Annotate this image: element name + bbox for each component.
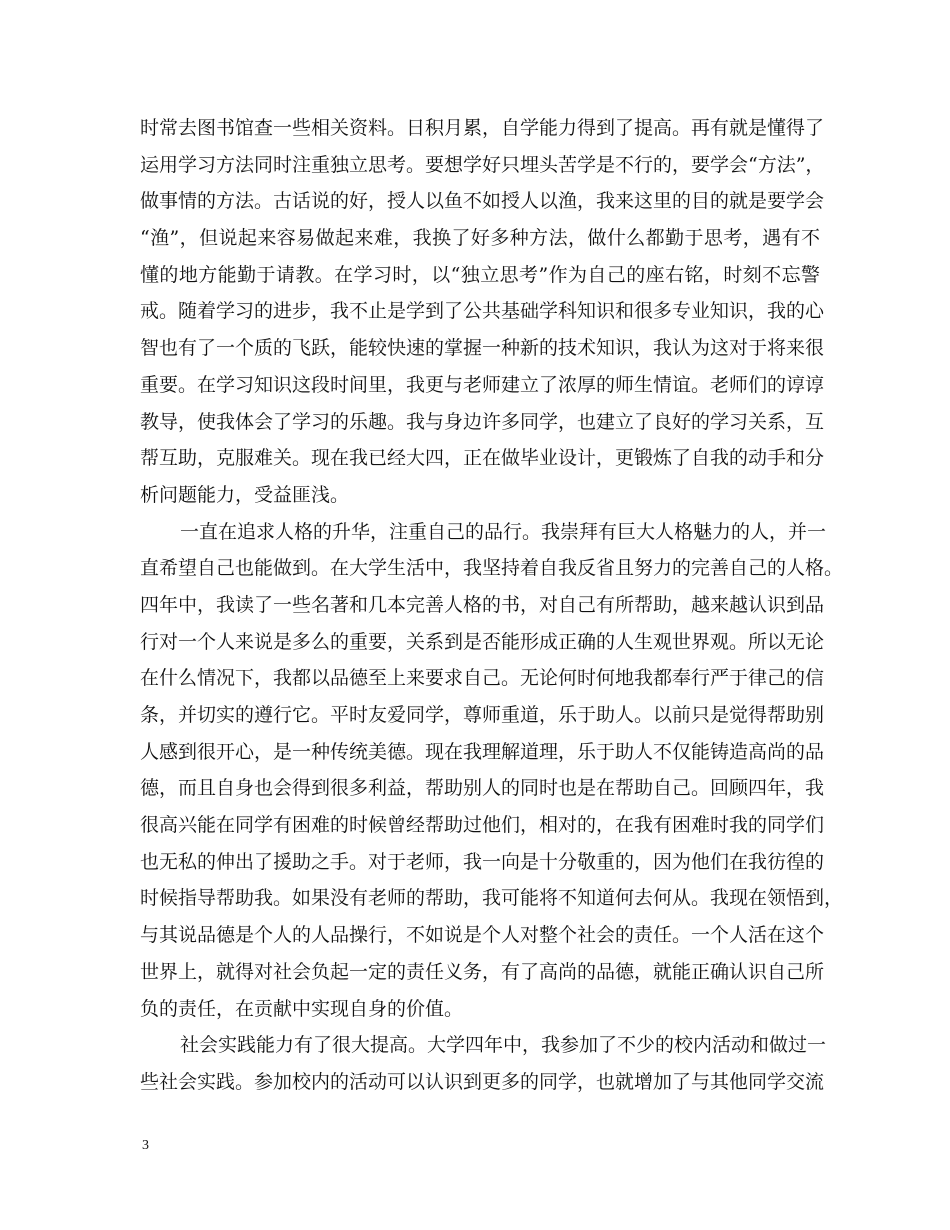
body-text [140, 110, 844, 1101]
text-line: 懂的地方能勤于请教。在学习时，以“独立思考”作为自己的座右铭，时刻不忘警 [140, 263, 820, 286]
text-line: 人感到很开心，是一种传统美德。现在我理解道理，乐于助人不仅能铸造高尚的品 [140, 740, 825, 763]
text-line: 很高兴能在同学有困难的时候曾经帮助过他们，相对的，在我有困难时我的同学们 [140, 814, 825, 837]
text-line: 与其说品德是个人的人品操行，不如说是个人对整个社会的责任。一个人活在这个 [140, 924, 825, 947]
text-line: 教导，使我体会了学习的乐趣。我与身边许多同学，也建立了良好的学习关系，互 [140, 410, 825, 433]
text-line: 帮互助，克服难关。现在我已经大四，正在做毕业设计，更锻炼了自我的动手和分 [140, 447, 825, 470]
text-line: 析问题能力，受益匪浅。 [140, 483, 350, 506]
text-line: 条，并切实的遵行它。平时友爱同学，尊师重道，乐于助人。以前只是觉得帮助别 [140, 704, 825, 726]
text-line: 直希望自己也能做到。在大学生活中，我坚持着自我反省且努力的完善自己的人格。 [140, 557, 844, 580]
text-line: 也无私的伸出了援助之手。对于老师，我一向是十分敬重的，因为他们在我彷徨的 [140, 850, 825, 873]
text-line: 德，而且自身也会得到很多利益，帮助别人的同时也是在帮助自己。回顾四年，我 [140, 777, 825, 800]
text-line: 社会实践能力有了很大提高。大学四年中，我参加了不少的校内活动和做过一 [180, 1034, 827, 1057]
text-line: 在什么情况下，我都以品德至上来要求自己。无论何时何地我都奉行严于律己的信 [140, 667, 825, 690]
text-line: 一直在追求人格的升华，注重自己的品行。我崇拜有巨大人格魅力的人，并一 [180, 520, 827, 543]
text-line: 戒。随着学习的进步，我不止是学到了公共基础学科知识和很多专业知识，我的心 [140, 300, 825, 323]
text-line: 智也有了一个质的飞跃，能较快速的掌握一种新的技术知识，我认为这对于将来很 [140, 337, 825, 360]
text-line: “渔”，但说起来容易做起来难，我换了好多种方法，做什么都勤于思考，遇有不 [140, 227, 820, 250]
page-number: 3 [142, 1138, 149, 1153]
text-line: 四年中，我读了一些名著和几本完善人格的书，对自己有所帮助，越来越认识到品 [140, 593, 825, 616]
text-line: 做事情的方法。古话说的好，授人以鱼不如授人以渔，我来这里的目的就是要学会 [140, 190, 825, 213]
text-line: 负的责任，在贡献中实现自身的价值。 [140, 997, 464, 1020]
text-line: 时常去图书馆查一些相关资料。日积月累，自学能力得到了提高。再有就是懂得了 [140, 117, 825, 139]
text-line: 行对一个人来说是多么的重要，关系到是否能形成正确的人生观世界观。所以无论 [140, 630, 825, 653]
text-line: 运用学习方法同时注重独立思考。要想学好只埋头苦学是不行的，要学会“方法”， [140, 153, 825, 176]
text-line: 时候指导帮助我。如果没有老师的帮助，我可能将不知道何去何从。我现在领悟到， [140, 887, 844, 910]
text-line: 重要。在学习知识这段时间里，我更与老师建立了浓厚的师生情谊。老师们的谆谆 [140, 373, 825, 396]
text-line: 些社会实践。参加校内的活动可以认识到更多的同学，也就增加了与其他同学交流 [140, 1070, 825, 1093]
text-line: 世界上，就得对社会负起一定的责任义务，有了高尚的品德，就能正确认识自己所 [140, 960, 825, 983]
